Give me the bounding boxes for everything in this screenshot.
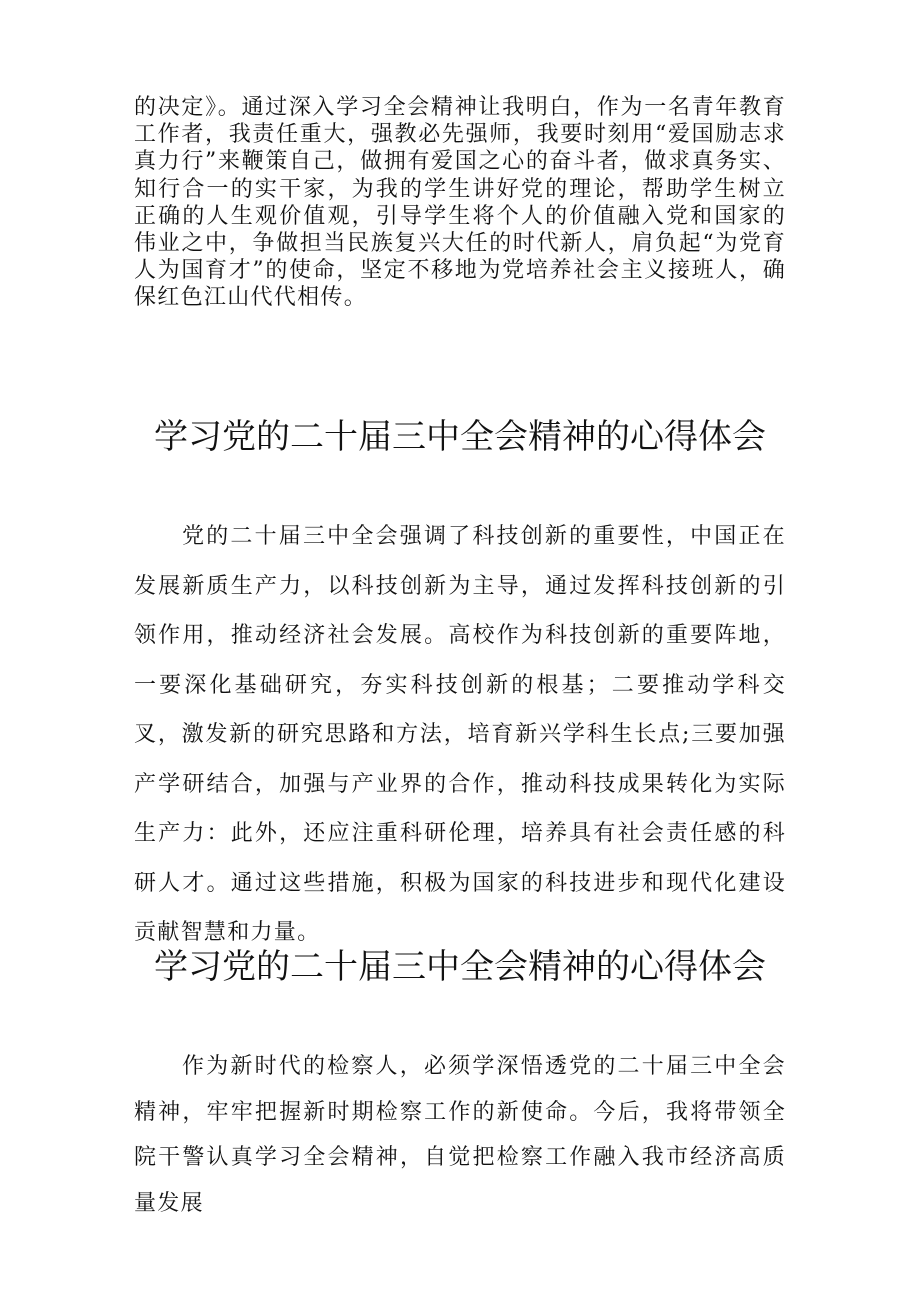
paragraph-continued: 的决定》。通过深入学习全会精神让我明白，作为一名青年教育工作者，我责任重大，强教必先强师，我要时刻用“爱国励志求真力行”来鞭策自己，做拥有爱国之心的奋斗者，做求真务实、知行合一的实干家，为我的学生讲好党的理论，帮助学生树立正确的人生观价值观，引导学生将个人的价值融入党和国家的伟业之中，争做担当民族复兴大任的时代新人，肩负起“为党育人为国育才”的使命，坚定不移地为党培养社会主义接班人，确保红色江山代代相传。	[134, 95, 786, 311]
section-title-1: 学习党的二十届三中全会精神的心得体会	[154, 417, 766, 457]
paragraph-tech-innovation: 党的二十届三中全会强调了科技创新的重要性，中国正在发展新质生产力，以科技创新为主导，通过发挥科技创新的引领作用，推动经济社会发展。高校作为科技创新的重要阵地，一要深化基础研究，夯实科技创新的根基；二要推动学科交叉，激发新的研究思路和方法，培育新兴学科生长点;三要加强产学研结合，加强与产业界的合作，推动科技成果转化为实际生产力：此外，还应注重科研伦理，培养具有社会责任感的科研人才。通过这些措施，积极为国家的科技进步和现代化建设贡献智慧和力量。	[134, 524, 786, 945]
paragraph-procuratorate: 作为新时代的检察人，必须学深悟透党的二十届三中全会精神，牢牢把握新时期检察工作的新使命。今后，我将带领全院干警认真学习全会精神，自觉把检察工作融入我市经济高质量发展	[134, 1054, 786, 1216]
section-title-2: 学习党的二十届三中全会精神的心得体会	[154, 947, 766, 987]
